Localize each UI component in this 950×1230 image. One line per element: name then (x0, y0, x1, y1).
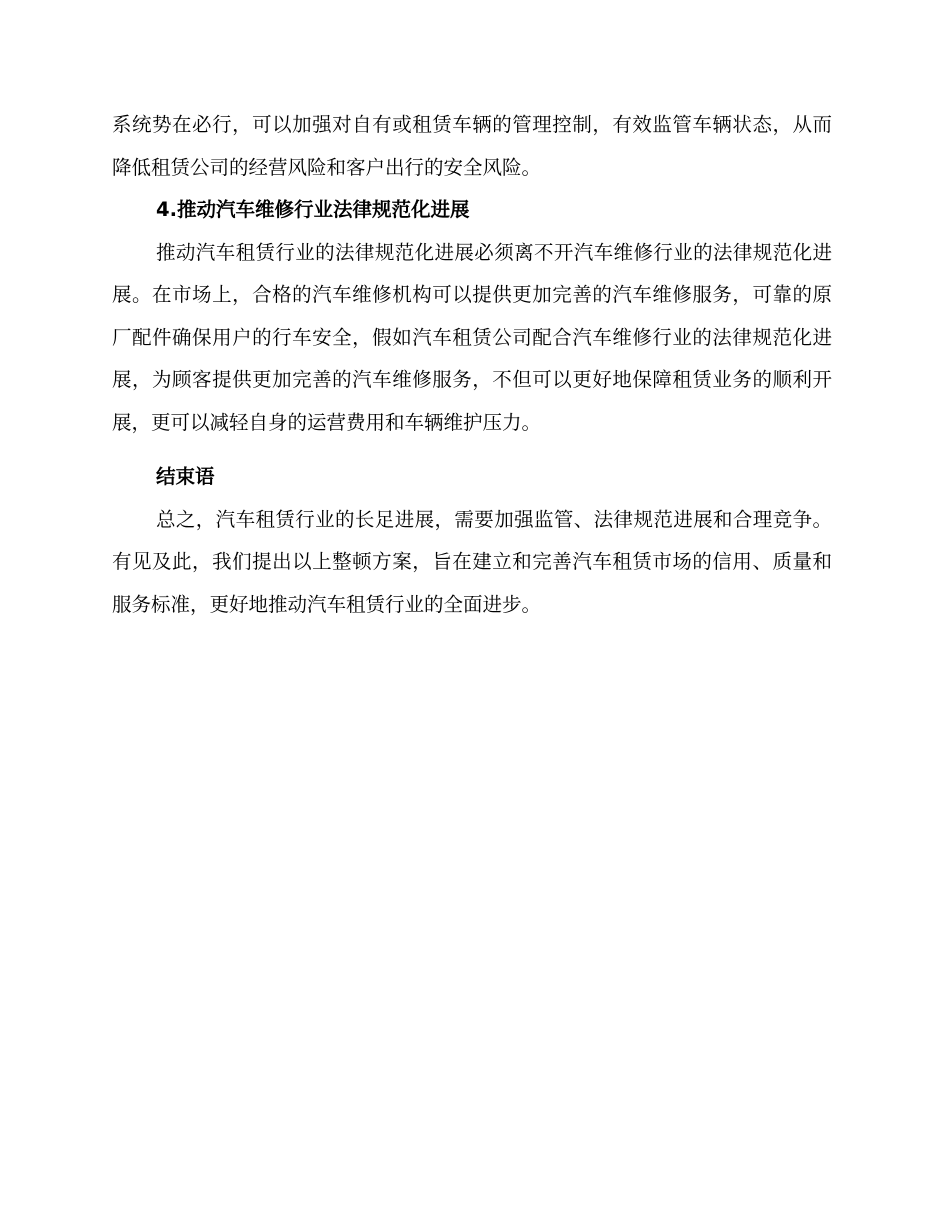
section-heading-conclusion: 结束语 (156, 465, 215, 488)
body-paragraph-repair-regulation: 推动汽车租赁行业的法律规范化进展必须离不开汽车维修行业的法律规范化进展。在市场上，合格的汽车维修机构可以提供更加完善的汽车维修服务，可靠的原厂配件确保用户的行车安全，假如汽车租赁公司配合汽车维修行业的法律规范化进展，为顾客提供更加完善的汽车维修服务，不但可以更好地保障租赁业务的顺利开展，更可以减轻自身的运营费用和车辆维护压力。 (112, 240, 832, 434)
body-paragraph-intro: 系统势在必行，可以加强对自有或租赁车辆的管理控制，有效监管车辆状态，从而降低租赁公司的经营风险和客户出行的安全风险。 (112, 113, 832, 179)
section-heading-repair-regulation: 4.推动汽车维修行业法律规范化进展 (156, 198, 470, 221)
body-paragraph-conclusion: 总之，汽车租赁行业的长足进展，需要加强监管、法律规范进展和合理竞争。有见及此，我们提出以上整顿方案，旨在建立和完善汽车租赁市场的信用、质量和服务标准，更好地推动汽车租赁行业的全面进步。 (112, 507, 832, 616)
document-page (112, 104, 832, 626)
